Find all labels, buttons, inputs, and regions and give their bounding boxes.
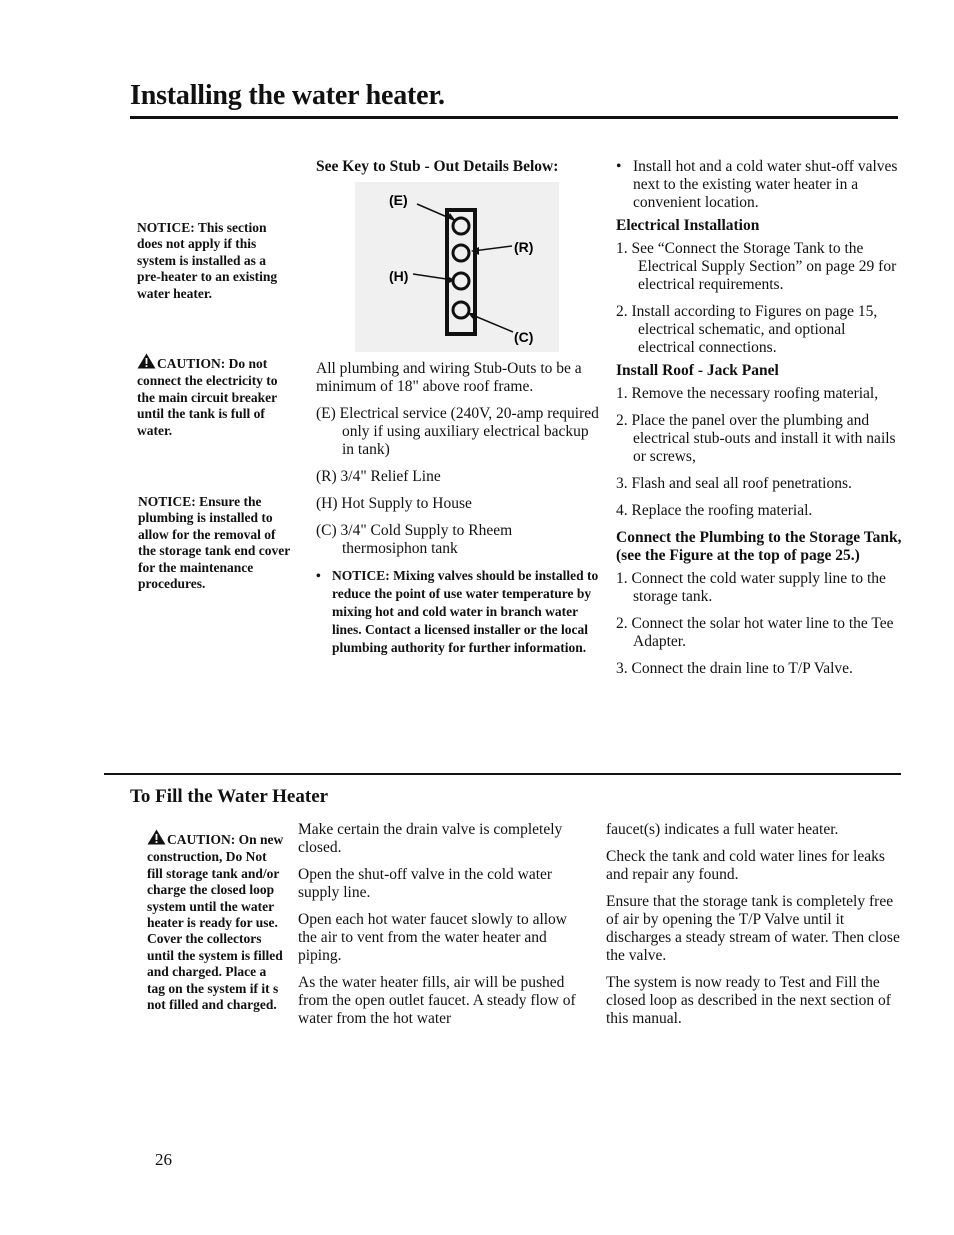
shutoff-bullet-text: Install hot and a cold water shut-off valves next to the existing water heater in a convenient location. [633,158,898,211]
fill-step-shutoff: Open the shut-off valve in the cold water supply line. [298,866,553,901]
warning-icon [137,353,156,373]
caution-fill [147,829,285,1013]
bullet-mark: • [616,158,622,175]
fill-step-full: faucet(s) indicates a full water heater. [606,821,839,838]
roof-heading: Install Roof - Jack Panel [616,362,779,379]
key-e: (E) Electrical service (240V, 20-amp required only if using auxiliary electrical backup in tank) [316,405,599,458]
stub-h [453,273,469,289]
shutoff-bullet [616,158,902,212]
plumbing-heading: Connect the Plumbing to the Storage Tank, (see the Figure at the top of page 25.) [616,529,902,564]
electrical-heading: Electrical Installation [616,217,760,234]
right-column [616,158,902,678]
fill-step-faucet: Open each hot water faucet slowly to allow the air to vent from the water heater and piping. [298,911,568,964]
mixing-valve-notice-text: NOTICE: Mixing valves should be installed to reduce the point of use water temperature by mixing hot and cold water in branch water lines. Contact a licensed installer or the local plumbing authority for further information. [332,568,599,655]
label-c: (C) [514,329,534,345]
stub-out-diagram-svg [355,182,559,352]
stub-out-heading: See Key to Stub - Out Details Below: [316,158,559,175]
key-r: (R) 3/4" Relief Line [316,468,441,485]
plumbing-item-3: 3. Connect the drain line to T/P Valve. [616,660,853,677]
fill-column-2 [606,821,902,1028]
warning-icon [147,829,166,849]
caution-fill-text: CAUTION: On new construction, Do Not fill storage tank and/or charge the closed loop system until the water heater is ready for use. Cover the collectors until the system is filled and charged. Place a tag on the system if it s not filled and charged. [147,832,284,1013]
notice-pre-heater [137,220,287,302]
label-h: (H) [389,268,409,284]
section-rule [104,773,901,775]
key-c: (C) 3/4" Cold Supply to Rheem thermosiphon tank [316,522,513,557]
notice-pre-heater-text: NOTICE: This section does not apply if this system is installed as a pre-heater to an existing water heater. [137,220,278,301]
mixing-valve-notice [316,567,600,657]
fill-step-ready: The system is now ready to Test and Fill the closed loop as described in the next section of this manual. [606,974,891,1027]
fill-column-1 [298,821,588,1028]
fill-step-tp-valve: Ensure that the storage tank is completely free of air by opening the T/P Valve until it discharges a steady stream of water. Then close the valve. [606,893,900,964]
plumbing-item-1: 1. Connect the cold water supply line to the storage tank. [616,570,886,605]
notice-plumbing [138,494,290,592]
roof-item-4: 4. Replace the roofing material. [616,502,813,519]
label-r: (R) [514,239,534,255]
electrical-item-2: 2. Install according to Figures on page 15, electrical schematic, and optional electrical connections. [616,303,878,356]
stub-r [453,245,469,261]
page-title: Installing the water heater. [130,80,445,111]
bullet-mark: • [316,568,321,583]
stub-out-text [316,360,600,657]
stub-out-intro: All plumbing and wiring Stub-Outs to be a minimum of 18" above roof frame. [316,360,582,395]
fill-heading: To Fill the Water Heater [130,786,329,807]
page-number: 26 [155,1150,172,1169]
roof-item-3: 3. Flash and seal all roof penetrations. [616,475,852,492]
fill-step-leaks: Check the tank and cold water lines for leaks and repair any found. [606,848,885,883]
key-h: (H) Hot Supply to House [316,495,472,512]
caution-electricity [137,353,287,439]
stub-out-diagram [355,182,559,352]
electrical-item-1: 1. See “Connect the Storage Tank to the Electrical Supply Section” on page 29 for electrical requirements. [616,240,897,293]
stub-c [453,302,469,318]
notice-plumbing-text: NOTICE: Ensure the plumbing is installed to allow for the removal of the storage tank end cover for the maintenance procedures. [138,494,290,592]
title-rule [130,116,898,119]
fill-step-drain: Make certain the drain valve is completely closed. [298,821,563,856]
stub-e [453,218,469,234]
roof-item-1: 1. Remove the necessary roofing material, [616,385,879,402]
plumbing-item-2: 2. Connect the solar hot water line to the Tee Adapter. [616,615,894,650]
roof-item-2: 2. Place the panel over the plumbing and electrical stub-outs and install it with nails or screws, [616,412,896,465]
fill-step-air: As the water heater fills, air will be pushed from the open outlet faucet. A steady flow of water from the hot water [298,974,576,1027]
label-e: (E) [389,192,408,208]
caution-electricity-text: CAUTION: Do not connect the electricity to the main circuit breaker until the tank is full of water. [137,356,278,438]
